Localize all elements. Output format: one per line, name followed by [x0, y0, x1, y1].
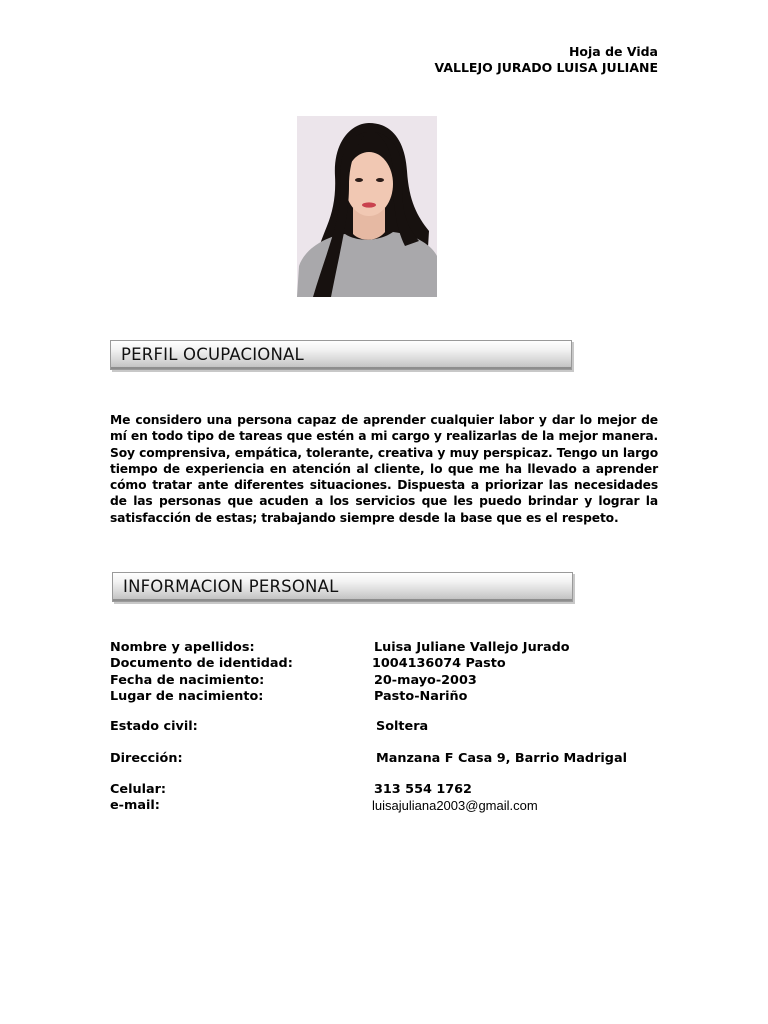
info-label: Dirección: [110, 751, 183, 766]
info-value: Luisa Juliane Vallejo Jurado [374, 640, 570, 655]
section-title-profile: PERFIL OCUPACIONAL [121, 345, 304, 364]
info-label: Estado civil: [110, 719, 198, 734]
section-title-personal: INFORMACION PERSONAL [123, 577, 339, 596]
info-value: 20-mayo-2003 [374, 673, 477, 688]
info-value: 1004136074 Pasto [372, 656, 506, 671]
info-label: Celular: [110, 782, 167, 797]
header-full-name: VALLEJO JURADO LUISA JULIANE [434, 60, 658, 75]
portrait-photo-icon [297, 116, 437, 297]
info-value: Soltera [376, 719, 429, 734]
section-header-personal [112, 572, 573, 602]
info-value: Pasto-Nariño [374, 689, 468, 704]
profile-paragraph: Me considero una persona capaz de aprender cualquier labor y dar lo mejor de mí en todo tipo de tareas que estén a mi cargo y realizarlas de la mejor manera. Soy comprensiva, empática, tolerante, creativa y muy perspicaz. Tengo un largo tiempo de experiencia en atención al cliente, lo que me ha llevado a aprender cómo tratar ante diferentes situaciones. Dispuesta a priorizar las necesidades de las personas que acuden a los servicios que les puedo brindar y lograr la satisfacción de estas; trabajando siempre desde la base que es el respeto. [110, 413, 658, 525]
info-label: e-mail: [110, 798, 160, 813]
document-type: Hoja de Vida [568, 44, 658, 59]
email-link[interactable]: luisajuliana2003@gmail.com [372, 798, 538, 813]
portrait-photo [297, 116, 437, 297]
info-value: 313 554 1762 [374, 782, 472, 797]
info-label: Nombre y apellidos: [110, 640, 255, 655]
section-header-profile [110, 340, 572, 370]
info-label: Documento de identidad: [110, 656, 293, 671]
info-label: Fecha de nacimiento: [110, 673, 265, 688]
info-value: Manzana F Casa 9, Barrio Madrigal [376, 751, 627, 766]
info-label: Lugar de nacimiento: [110, 689, 264, 704]
